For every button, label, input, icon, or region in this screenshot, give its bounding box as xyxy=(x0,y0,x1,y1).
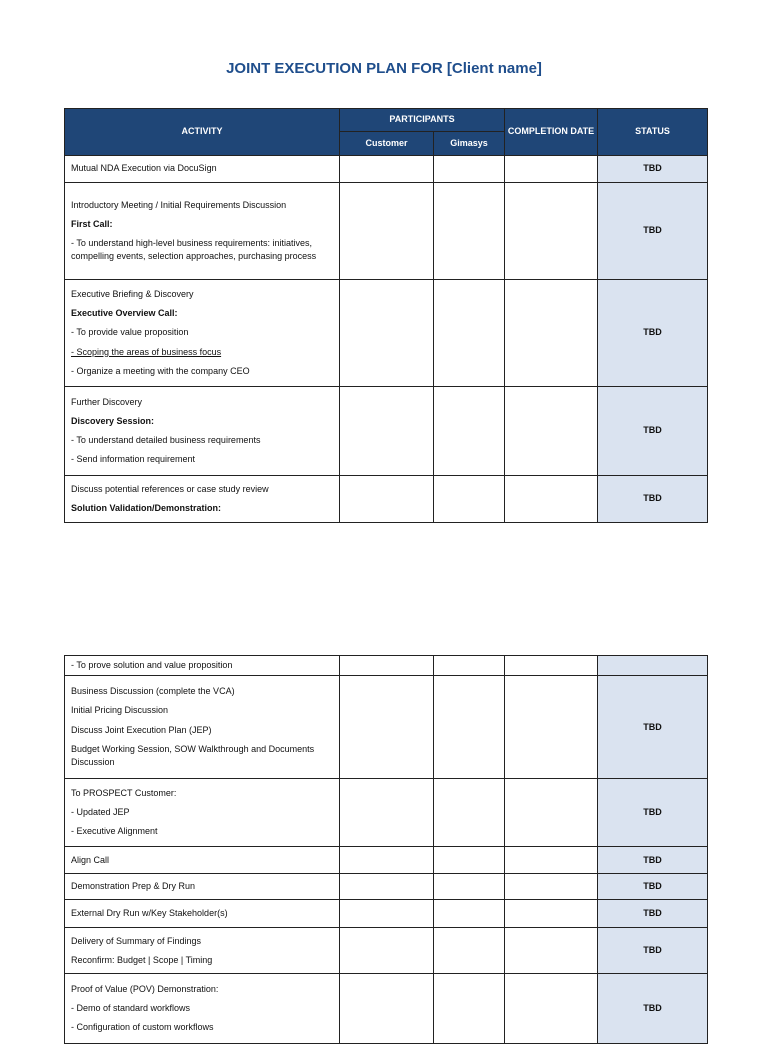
activity-line: - Configuration of custom workflows xyxy=(71,1022,214,1033)
completion-date-cell xyxy=(505,676,598,779)
header-gimasys: Gimasys xyxy=(434,132,505,156)
activity-line: - Scoping the areas of business focus xyxy=(71,346,222,357)
completion-date-cell xyxy=(505,847,598,874)
activity-line: Mutual NDA Execution via DocuSign xyxy=(71,163,217,174)
completion-date-cell xyxy=(505,974,598,1044)
table-row xyxy=(65,900,708,928)
status-cell: TBD xyxy=(598,387,708,476)
activity-cell xyxy=(65,874,340,900)
jep-table-page2 xyxy=(64,655,708,1044)
activity-line: First Call: xyxy=(71,218,113,229)
completion-date-cell xyxy=(505,280,598,387)
completion-date-cell xyxy=(505,476,598,523)
gimasys-cell xyxy=(434,974,505,1044)
activity-cell xyxy=(65,847,340,874)
activity-line: External Dry Run w/Key Stakeholder(s) xyxy=(71,908,228,919)
customer-cell xyxy=(340,874,434,900)
table-row xyxy=(65,280,708,387)
status-cell: TBD xyxy=(598,476,708,523)
customer-cell xyxy=(340,847,434,874)
gimasys-cell xyxy=(434,280,505,387)
header-status: STATUS xyxy=(598,109,708,156)
status-cell: TBD xyxy=(598,847,708,874)
gimasys-cell xyxy=(434,183,505,280)
activity-cell xyxy=(65,900,340,928)
table-row xyxy=(65,676,708,779)
customer-cell xyxy=(340,280,434,387)
status-cell: TBD xyxy=(598,280,708,387)
status-cell: TBD xyxy=(598,183,708,280)
completion-date-cell xyxy=(505,928,598,974)
activity-cell xyxy=(65,280,340,387)
status-cell: TBD xyxy=(598,900,708,928)
activity-line: Executive Briefing & Discovery xyxy=(71,289,194,300)
customer-cell xyxy=(340,676,434,779)
completion-date-cell xyxy=(505,183,598,280)
activity-line: Reconfirm: Budget | Scope | Timing xyxy=(71,954,213,965)
gimasys-cell xyxy=(434,476,505,523)
activity-cell xyxy=(65,476,340,523)
header-participants: PARTICIPANTS xyxy=(340,109,505,132)
gimasys-cell xyxy=(434,874,505,900)
activity-line: - To understand detailed business requirements xyxy=(71,435,261,445)
customer-cell xyxy=(340,900,434,928)
jep-table-page1 xyxy=(64,108,708,523)
activity-line: Business Discussion (complete the VCA) xyxy=(71,686,235,697)
activity-line: Solution Validation/Demonstration: xyxy=(71,503,222,513)
activity-line: - To understand high-level business requirements: initiatives, compelling events, selection approaches, purchasing process xyxy=(71,238,317,262)
gimasys-cell xyxy=(434,656,505,676)
status-cell: TBD xyxy=(598,874,708,900)
status-cell: TBD xyxy=(598,974,708,1044)
activity-line: Demonstration Prep & Dry Run xyxy=(71,881,196,892)
completion-date-cell xyxy=(505,779,598,847)
completion-date-cell xyxy=(505,656,598,676)
activity-line: Budget Working Session, SOW Walkthrough and Documents Discussion xyxy=(71,743,315,767)
completion-date-cell xyxy=(505,900,598,928)
activity-line: Align Call xyxy=(71,854,110,865)
completion-date-cell xyxy=(505,156,598,183)
customer-cell xyxy=(340,974,434,1044)
header-completion-date: COMPLETION DATE xyxy=(505,109,598,156)
activity-line: To PROSPECT Customer: xyxy=(71,787,177,798)
customer-cell xyxy=(340,656,434,676)
activity-cell xyxy=(65,387,340,476)
table-row xyxy=(65,156,708,183)
gimasys-cell xyxy=(434,900,505,928)
table-row xyxy=(65,387,708,476)
customer-cell xyxy=(340,387,434,476)
completion-date-cell xyxy=(505,387,598,476)
activity-line: Discovery Session: xyxy=(71,415,155,426)
activity-cell xyxy=(65,676,340,779)
header-activity: ACTIVITY xyxy=(65,109,340,156)
gimasys-cell xyxy=(434,676,505,779)
gimasys-cell xyxy=(434,779,505,847)
table-row xyxy=(65,779,708,847)
activity-line: - To provide value proposition xyxy=(71,327,189,338)
document-title: JOINT EXECUTION PLAN FOR [Client name] xyxy=(226,60,542,77)
activity-line: Delivery of Summary of Findings xyxy=(71,935,202,946)
customer-cell xyxy=(340,779,434,847)
table-row xyxy=(65,928,708,974)
table-row xyxy=(65,974,708,1044)
table-row xyxy=(65,476,708,523)
activity-line: Further Discovery xyxy=(71,396,143,407)
activity-cell xyxy=(65,974,340,1044)
gimasys-cell xyxy=(434,387,505,476)
activity-line: Discuss Joint Execution Plan (JEP) xyxy=(71,724,212,735)
customer-cell xyxy=(340,476,434,523)
gimasys-cell xyxy=(434,928,505,974)
activity-cell xyxy=(65,779,340,847)
activity-cell xyxy=(65,656,340,676)
table-row xyxy=(65,183,708,280)
status-cell: TBD xyxy=(598,676,708,779)
table-row xyxy=(65,656,708,676)
completion-date-cell xyxy=(505,874,598,900)
customer-cell xyxy=(340,156,434,183)
status-cell: TBD xyxy=(598,928,708,974)
activity-cell xyxy=(65,156,340,183)
customer-cell xyxy=(340,183,434,280)
activity-line: - Organize a meeting with the company CEO xyxy=(71,365,250,376)
status-cell xyxy=(598,656,708,676)
table-row xyxy=(65,874,708,900)
activity-cell xyxy=(65,928,340,974)
status-cell: TBD xyxy=(598,779,708,847)
header-customer: Customer xyxy=(340,132,434,156)
activity-line: - Updated JEP xyxy=(71,807,130,818)
table-row xyxy=(65,847,708,874)
status-cell: TBD xyxy=(598,156,708,183)
activity-line: - Executive Alignment xyxy=(71,826,158,837)
activity-line: Executive Overview Call: xyxy=(71,308,178,319)
activity-line: Proof of Value (POV) Demonstration: xyxy=(71,983,219,994)
activity-cell xyxy=(65,183,340,280)
activity-line: - Send information requirement xyxy=(71,454,196,465)
customer-cell xyxy=(340,928,434,974)
gimasys-cell xyxy=(434,156,505,183)
activity-line: Initial Pricing Discussion xyxy=(71,705,169,716)
activity-line: Introductory Meeting / Initial Requirements Discussion xyxy=(71,199,287,210)
activity-line: Discuss potential references or case study review xyxy=(71,483,269,494)
activity-line: - To prove solution and value proposition xyxy=(71,660,233,670)
gimasys-cell xyxy=(434,847,505,874)
activity-line: - Demo of standard workflows xyxy=(71,1003,191,1014)
